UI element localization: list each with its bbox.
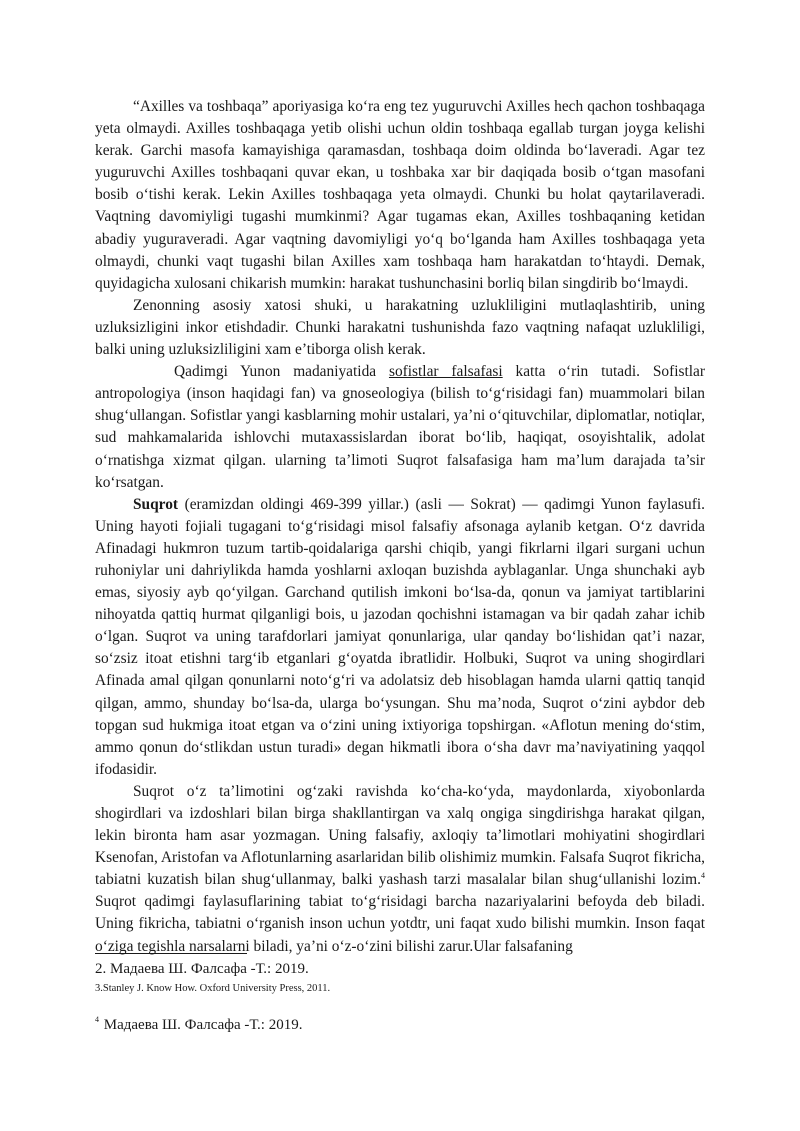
footnote-4 [95,1015,302,1035]
paragraph-zenon-error [95,295,705,361]
paragraph-aporia-text: “Axilles va toshbaqa” aporiyasiga ko‘ra eng tez yuguruvchi Axilles hech qachon toshbaqaga yeta olmaydi. Axilles toshbaqaga yetib olishi uchun oldin toshbaqa egallab turgan joyga kelishi kerak. Garchi masofa kamayishiga qaramasdan, toshbaqa doim oldinda bo‘laveradi. Agar tez yuguruvchi Axilles toshbaqani quvar ekan, u toshbaka xar bir daqiqada bosib o‘tgan masofani bosib o‘tishi kerak. Lekin Axilles toshbaqaga yeta olmaydi. Chunki bu holat qaytarilaveradi. Vaqtning davomiyligi tugashi mumkinmi? Agar tugamas ekan, Axilles toshbaqaning ketidan abadiy yuguraveradi. Agar vaqtning davomiyligi yo‘q bo‘lganda ham Axilles toshbaqaga yeta olmaydi, chunki vaqt tugashi bilan Axilles xam toshbaqa ham harakatdan to‘htaydi. Demak, quyidagicha xulosani chikarish mumkin: harakat tushunchasini borliq bilan singdirib bo‘lmaydi. [95,98,705,292]
footnote-separator [95,953,247,954]
footnote-ref-4[interactable]: 4 [701,871,705,881]
paragraph-aporia [95,96,705,295]
paragraph-socrates-teaching-start: Suqrot o‘z ta’limotini og‘zaki ravishda ko‘cha-ko‘yda, maydonlarda, xiyobonlarda shogirdlari va izdoshlari bilan birga shakllantirgan va xalq ongiga singdirishga harakat qilgan, lekin bironta ham asar yozmagan. Uning falsafiy, axloqiy ta’limotlari mohiyatini shogirdlari Ksenofan, Aristofan va Aflotunlarning asarlaridan bilib olishimiz mumkin. Falsafa Suqrot fikricha, tabiatni kuzatish bilan shug‘ullanmay, balki yashash tarzi masalalar bilan shug‘ullanishi lozim. [95,782,705,889]
paragraph-socrates-teaching-end: Suqrot qadimgi faylasuflarining tabiat to‘g‘risidagi barcha nazariyalarini befoyda deb biladi. Uning fikricha, tabiatni o‘rganish inson uchun yotdtr, uni faqat xudo bilishi mumkin. Inson faqat o‘ziga tegishla narsalarni biladi, ya’ni o‘z-o‘zini bilishi zarur.Ular falsafaning [95,893,705,955]
paragraph-sophists-start: Qadimgi Yunon madaniyatida [174,363,389,381]
paragraph-socrates-teaching [95,781,705,958]
footnote-4-mark: 4 [95,1015,99,1024]
paragraph-zenon-error-text: Zenonning asosiy xatosi shuki, u harakatning uzlukliligini mutlaqlashtirib, uning uzluksizligini inkor etishdadir. Chunki harakatni tushunishda fazo vaqtning nafaqat uzlukliligi, balki uning uzluksizliligini xam e’tiborga olish kerak. [95,296,705,359]
paragraph-sophists-end: katta o‘rin tutadi. Sofistlar antropologiya (inson haqidagi fan) va gnoseologiya (bilish to‘g‘risidagi fan) muammolari bilan shug‘ullangan. Sofistlar yangi kasblarning mohir ustalari, ya’ni o‘qituvchilar, diplomatlar, notiqlar, sud mahkamalarida ishlovchi mutaxassislardan iborat bo‘lib, haqiqat, osoyishtalik, adolat o‘rnatishga xizmat qilgan. ularning ta’limoti Suqrot falsafasiga ham ma’lum darajada ta’sir ko‘rsatgan. [95,363,705,491]
footnote-4-text: Мадаева Ш. Фалсафа -Т.: 2019. [100,1017,303,1033]
paragraph-socrates-bio [95,494,705,781]
paragraph-sophists [95,361,705,494]
socrates-name-bold: Suqrot [133,495,179,513]
footnote-3: 3.Stanley J. Know How. Oxford University Press, 2011. [95,983,331,994]
body-text [95,96,705,958]
paragraph-socrates-bio-text: (eramizdan oldingi 469-399 yillar.) (asli — Sokrat) — qadimgi Yunon faylasufi. Uning hayoti fojiali tugagani to‘g‘risidagi misol falsafiy afsonaga aylanib ketgan. O‘z davrida Afinadagi hukmron tuzum tartib-qoidalariga qarshi chiqib, yangi fikrlarni ilgari surgani uchun ruhoniylar uni dahriylikda hamda yoshlarni axloqan buzishda ayblaganlar. Unga shunchaki ayb emas, siyosiy ayb qo‘yilgan. Garchand qutilish imkoni bo‘lsa-da, qonun va jamiyat tartiblarini nihoyatda qattiq hurmat qilganligi bois, u jazodan qochishni istamagan va bir qadah zahar ichib o‘lgan. Suqrot va uning tarafdorlari jamiyat qonunlariga, ular qanday bo‘lishidan qat’i nazar, so‘zsiz itoat etishni targ‘ib etganlari g‘oyatda ibratlidir. Holbuki, Suqrot va uning shogirdlari Afinada amal qilgan qonunlarni noto‘g‘ri va adolatsiz deb hisoblagan hamda ularni qattiq tanqid qilgan, ammo, shunday bo‘lsa-da, ularga bo‘ysungan. Shu ma’noda, Suqrot o‘zini aybdor deb topgan sud hukmiga itoat etgan va o‘zini uning ixtiyoriga topshirgan. «Aflotun mening do‘stim, ammo qonun do‘stlikdan ustun turadi» degan hikmatli ibora o‘sha davr ma’naviyatining yaqqol ifodasidir. [95,495,705,778]
footnote-2: 2. Мадаева Ш. Фалсафа -Т.: 2019. [95,961,309,977]
sophists-philosophy-link[interactable]: sofistlar falsafasi [388,363,503,381]
